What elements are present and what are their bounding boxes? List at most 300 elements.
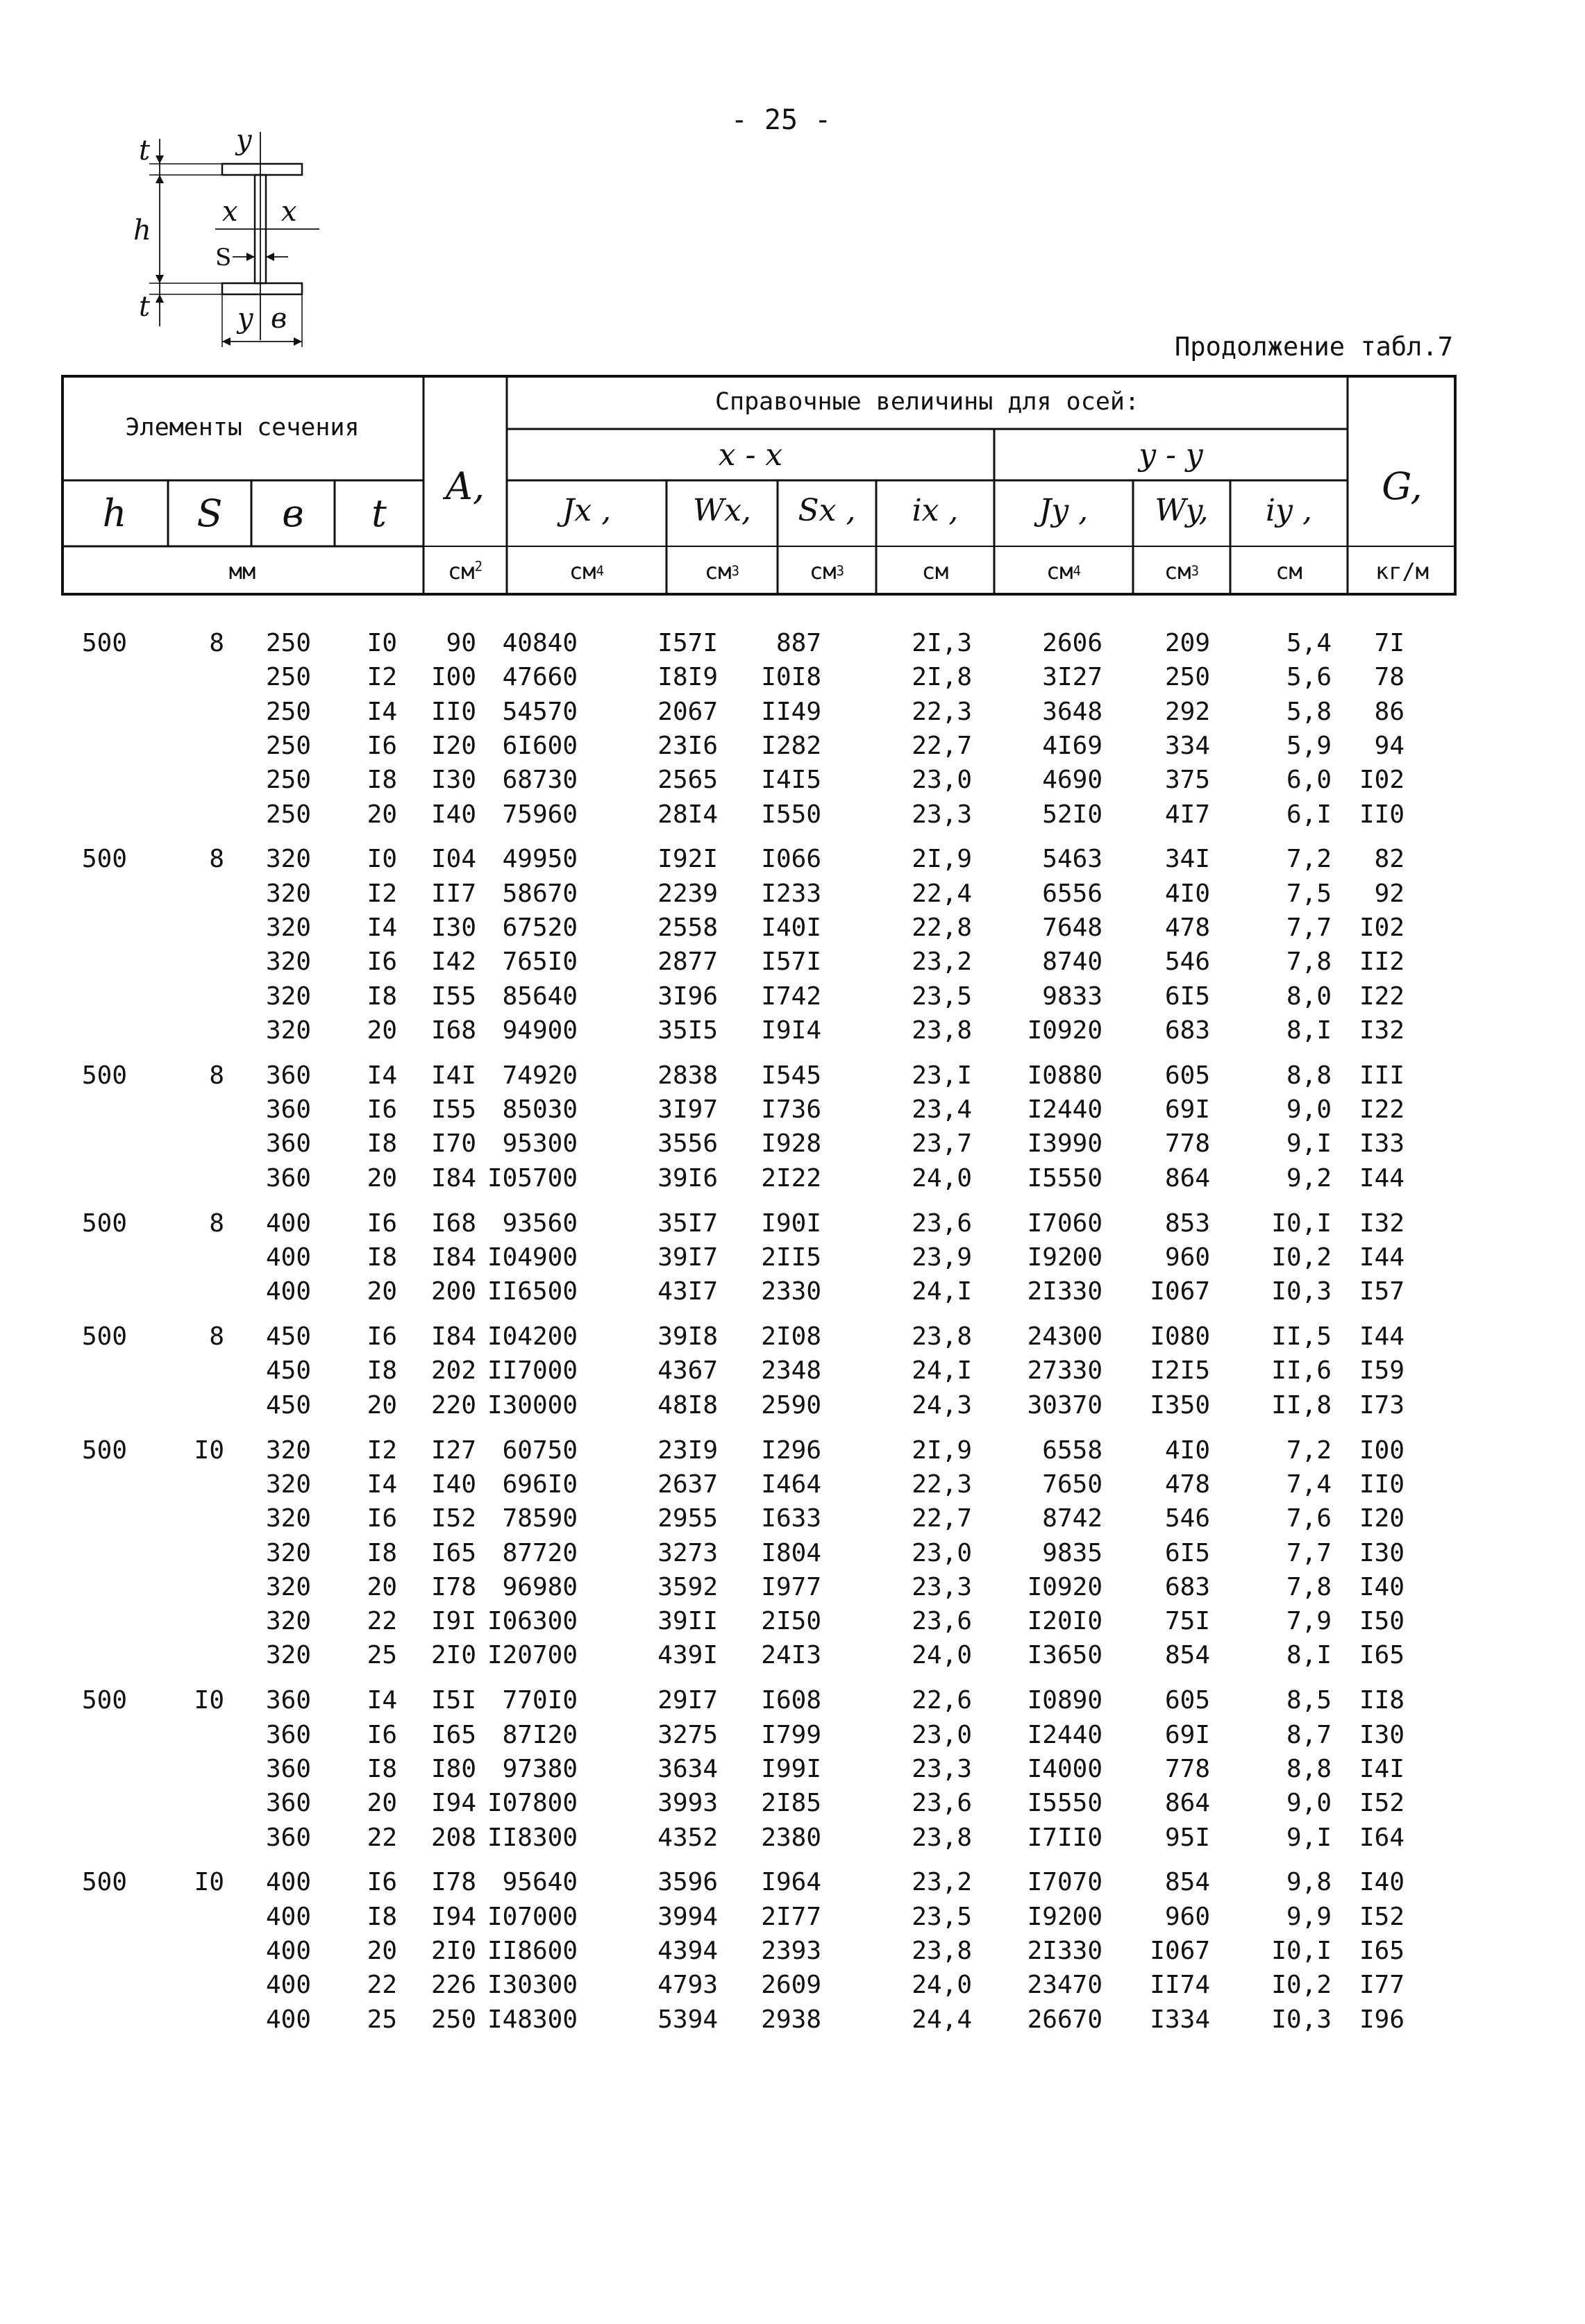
cell-iy: 9,9	[1286, 1902, 1332, 1931]
cell-iy: 9,I	[1286, 1823, 1332, 1852]
cell-ix: 24,0	[912, 1971, 972, 2000]
cell-sx: 2II5	[761, 1243, 821, 1272]
cell-b: 320	[265, 1607, 311, 1636]
diagram-label-y-bottom: y	[237, 303, 253, 335]
cell-jy: 7648	[1042, 913, 1102, 942]
cell-sx: 2I77	[761, 1902, 821, 1931]
cell-jx: I20700	[487, 1641, 578, 1670]
cell-t: I2	[367, 1435, 397, 1465]
cell-ix: 23,0	[912, 1538, 972, 1567]
cell-ix: 23,8	[912, 1823, 972, 1852]
cell-wy: 334	[1164, 731, 1210, 760]
table-row	[61, 1934, 1457, 1968]
cell-jy: 2606	[1042, 629, 1102, 657]
cell-g: I33	[1359, 1129, 1404, 1159]
cell-t: I8	[367, 1538, 397, 1567]
diagram-label-t-bottom: t	[139, 291, 151, 323]
cell-wy: 478	[1164, 1470, 1210, 1499]
cell-sx: 2I22	[761, 1163, 821, 1193]
cell-wx: 3596	[657, 1868, 718, 1897]
cell-wy: 683	[1164, 1572, 1210, 1601]
table-row	[61, 1274, 1457, 1308]
cell-t: I6	[367, 1095, 397, 1125]
cell-area: I27	[430, 1435, 476, 1465]
cell-wx: 39II	[657, 1607, 718, 1636]
cell-iy: 9,0	[1286, 1789, 1332, 1818]
cell-t: I6	[367, 1868, 397, 1897]
cell-g: II8	[1359, 1686, 1404, 1715]
cell-wy: I350	[1150, 1390, 1210, 1420]
cell-wy: 292	[1164, 697, 1210, 726]
cell-wy: 853	[1164, 1209, 1210, 1238]
cell-b: 320	[265, 982, 311, 1011]
cell-iy: I0,I	[1271, 1209, 1332, 1238]
cell-ix: 22,4	[912, 879, 972, 908]
cell-wy: 778	[1164, 1129, 1210, 1159]
cell-t: 20	[367, 1572, 397, 1601]
cell-b: 400	[265, 1868, 311, 1897]
cell-iy: 7,9	[1286, 1607, 1332, 1636]
cell-ix: 22,8	[912, 913, 972, 942]
cell-jx: 40840	[502, 629, 578, 657]
cell-t: 20	[367, 800, 397, 829]
table-row	[61, 1501, 1457, 1535]
cell-wy: 546	[1164, 1504, 1210, 1533]
table-row	[61, 763, 1457, 797]
unit-area-text: $см^2$	[447, 557, 483, 584]
table-row	[61, 1570, 1457, 1604]
table-row	[61, 1604, 1457, 1638]
cell-wx: 3994	[657, 1902, 718, 1931]
cell-wy: 605	[1164, 1686, 1210, 1715]
table-row	[61, 695, 1457, 729]
cell-wy: 960	[1164, 1243, 1210, 1272]
cell-iy: 5,4	[1286, 629, 1332, 657]
cell-ix: 23,3	[912, 1572, 972, 1601]
cell-t: 22	[367, 1823, 397, 1852]
diagram-label-y-top: y	[236, 124, 252, 156]
cell-wx: 23I6	[657, 731, 718, 760]
cell-jx: 95300	[502, 1129, 578, 1159]
cell-wx: 3634	[657, 1754, 718, 1783]
cell-b: 450	[265, 1356, 311, 1386]
cell-jx: 87720	[502, 1538, 578, 1567]
cell-jy: I7II0	[1027, 1823, 1102, 1852]
cell-wx: 2877	[657, 948, 718, 977]
cell-wx: 2239	[657, 879, 718, 908]
cell-t: I2	[367, 879, 397, 908]
table-row	[61, 660, 1457, 694]
cell-jx: I48300	[487, 2005, 578, 2034]
cell-jx: I04900	[487, 1243, 578, 1272]
cell-wx: 5394	[657, 2005, 718, 2034]
cell-t: I6	[367, 948, 397, 977]
cell-b: 250	[265, 766, 311, 795]
cell-wy: 960	[1164, 1902, 1210, 1931]
cell-iy: 8,8	[1286, 1061, 1332, 1090]
cell-iy: I0,2	[1271, 1243, 1332, 1272]
cell-wx: 3275	[657, 1720, 718, 1749]
cell-iy: 7,7	[1286, 913, 1332, 942]
cell-sx: 2609	[761, 1971, 821, 2000]
cell-jx: II6500	[487, 1277, 578, 1306]
header-col-h: h	[102, 491, 127, 535]
cell-jy: 9833	[1042, 982, 1102, 1011]
cell-s: I0	[194, 1686, 224, 1715]
cell-ix: 23,8	[912, 1937, 972, 1965]
cell-area: 200	[430, 1277, 476, 1306]
cell-jx: 47660	[502, 663, 578, 692]
table-row	[61, 1786, 1457, 1820]
cell-wy: 250	[1164, 663, 1210, 692]
cell-wx: 4394	[657, 1937, 718, 1965]
cell-s: I0	[194, 1868, 224, 1897]
cell-g: 7I	[1374, 629, 1404, 657]
cell-sx: 2590	[761, 1390, 821, 1420]
cell-area: I42	[430, 948, 476, 977]
cell-iy: 7,2	[1286, 845, 1332, 874]
table-row	[61, 1161, 1457, 1195]
cell-s: 8	[209, 629, 224, 657]
cell-iy: II,8	[1271, 1390, 1332, 1420]
cell-jy: 5463	[1042, 845, 1102, 874]
cell-sx: I736	[761, 1095, 821, 1125]
cell-t: I6	[367, 1322, 397, 1352]
table-row	[61, 626, 1457, 660]
cell-iy: 7,2	[1286, 1435, 1332, 1465]
cell-ix: 23,6	[912, 1607, 972, 1636]
cell-g: I30	[1359, 1538, 1404, 1567]
cell-ix: 24,I	[912, 1277, 972, 1306]
cell-sx: 24I3	[761, 1641, 821, 1670]
cell-ix: 2I,9	[912, 845, 972, 874]
cell-wx: 48I8	[657, 1390, 718, 1420]
cell-g: II2	[1359, 948, 1404, 977]
cell-jy: 6558	[1042, 1435, 1102, 1465]
cell-sx: I4I5	[761, 766, 821, 795]
cell-h: 500	[81, 1435, 127, 1465]
cell-jx: 765I0	[502, 948, 578, 977]
cell-jy: I9200	[1027, 1243, 1102, 1272]
cell-area: I78	[430, 1572, 476, 1601]
cell-b: 360	[265, 1720, 311, 1749]
cell-jx: 58670	[502, 879, 578, 908]
cell-iy: 8,8	[1286, 1754, 1332, 1783]
cell-ix: 23,8	[912, 1322, 972, 1352]
header-col-iy: iy ,	[1266, 492, 1312, 528]
cell-b: 400	[265, 1277, 311, 1306]
cell-h: 500	[81, 1686, 127, 1715]
cell-h: 500	[81, 1868, 127, 1897]
cell-sx: I40I	[761, 913, 821, 942]
table-row	[61, 945, 1457, 979]
cell-sx: I296	[761, 1435, 821, 1465]
cell-t: I8	[367, 982, 397, 1011]
cell-area: 90	[446, 629, 476, 657]
cell-iy: 8,5	[1286, 1686, 1332, 1715]
cell-ix: 22,3	[912, 1470, 972, 1499]
cell-ix: 24,I	[912, 1356, 972, 1386]
cell-sx: I99I	[761, 1754, 821, 1783]
cell-area: 226	[430, 1971, 476, 2000]
cell-area: 202	[430, 1356, 476, 1386]
cell-b: 320	[265, 1504, 311, 1533]
cell-g: 78	[1374, 663, 1404, 692]
cell-sx: I550	[761, 800, 821, 829]
table-row	[61, 1127, 1457, 1161]
cell-iy: 6,0	[1286, 766, 1332, 795]
cell-jx: 74920	[502, 1061, 578, 1090]
cell-b: 400	[265, 1902, 311, 1931]
cell-area: I30	[430, 766, 476, 795]
cell-iy: 7,6	[1286, 1504, 1332, 1533]
cell-b: 250	[265, 629, 311, 657]
cell-jx: 78590	[502, 1504, 578, 1533]
cell-b: 360	[265, 1095, 311, 1125]
cell-jx: I05700	[487, 1163, 578, 1193]
cell-jy: 3I27	[1042, 663, 1102, 692]
cell-b: 450	[265, 1322, 311, 1352]
cell-g: I77	[1359, 1971, 1404, 2000]
cell-t: I6	[367, 1209, 397, 1238]
cell-t: I0	[367, 629, 397, 657]
cell-jy: I20I0	[1027, 1607, 1102, 1636]
cell-jx: 95640	[502, 1868, 578, 1897]
cell-jy: I5550	[1027, 1163, 1102, 1193]
cell-sx: 2393	[761, 1937, 821, 1965]
cell-h: 500	[81, 1322, 127, 1352]
table-row	[61, 1683, 1457, 1717]
cell-ix: 23,9	[912, 1243, 972, 1272]
cell-t: I8	[367, 1356, 397, 1386]
cell-ix: 23,8	[912, 1016, 972, 1045]
cell-area: II7	[430, 879, 476, 908]
cell-wy: 6I5	[1164, 982, 1210, 1011]
cell-t: 25	[367, 2005, 397, 2034]
cell-sx: 2938	[761, 2005, 821, 2034]
cell-t: I4	[367, 1686, 397, 1715]
cell-area: 250	[430, 2005, 476, 2034]
cell-jx: I07800	[487, 1789, 578, 1818]
cell-area: I65	[430, 1720, 476, 1749]
cell-jx: 60750	[502, 1435, 578, 1465]
cell-g: I52	[1359, 1789, 1404, 1818]
cell-g: I22	[1359, 1095, 1404, 1125]
cell-wx: 3I96	[657, 982, 718, 1011]
cell-jy: I7060	[1027, 1209, 1102, 1238]
cell-jy: I5550	[1027, 1789, 1102, 1818]
cell-wx: 2637	[657, 1470, 718, 1499]
table-row	[61, 2003, 1457, 2037]
cell-iy: II,5	[1271, 1322, 1332, 1352]
cell-area: I80	[430, 1754, 476, 1783]
cell-iy: 7,8	[1286, 1572, 1332, 1601]
cell-jy: I3650	[1027, 1641, 1102, 1670]
table-row	[61, 798, 1457, 832]
header-unit-mm: мм	[228, 557, 256, 584]
cell-wx: 43I7	[657, 1277, 718, 1306]
cell-jy: 52I0	[1042, 800, 1102, 829]
cell-ix: 23,0	[912, 1720, 972, 1749]
cell-jy: 6556	[1042, 879, 1102, 908]
cell-area: I04	[430, 845, 476, 874]
cell-g: I30	[1359, 1720, 1404, 1749]
cell-sx: I742	[761, 982, 821, 1011]
cell-g: I44	[1359, 1243, 1404, 1272]
table-row	[61, 1093, 1457, 1127]
table-row	[61, 1968, 1457, 2002]
table-continuation-label: Продолжение табл.7	[1175, 332, 1453, 362]
cell-jy: 4690	[1042, 766, 1102, 795]
cell-sx: 2380	[761, 1823, 821, 1852]
cell-jx: 696I0	[502, 1470, 578, 1499]
cell-b: 250	[265, 731, 311, 760]
cell-g: I20	[1359, 1504, 1404, 1533]
header-col-ix: ix ,	[912, 492, 959, 528]
cell-area: I4I	[430, 1061, 476, 1090]
header-unit-jy: см 4	[1046, 557, 1082, 584]
header-col-area: A,	[445, 464, 485, 508]
cell-area: I65	[430, 1538, 476, 1567]
cell-b: 320	[265, 1538, 311, 1567]
diagram-label-x-left: x	[222, 196, 238, 228]
header-unit-wy: см 3	[1164, 557, 1200, 584]
cell-b: 320	[265, 845, 311, 874]
cell-b: 320	[265, 913, 311, 942]
cell-wy: 6I5	[1164, 1538, 1210, 1567]
cell-sx: I0I8	[761, 663, 821, 692]
cell-jy: 2I330	[1027, 1937, 1102, 1965]
cell-g: I44	[1359, 1163, 1404, 1193]
table-row	[61, 979, 1457, 1013]
cell-area: I78	[430, 1868, 476, 1897]
table-row	[61, 1752, 1457, 1786]
cell-sx: I799	[761, 1720, 821, 1749]
cell-area: I5I	[430, 1686, 476, 1715]
cell-s: 8	[209, 1061, 224, 1090]
header-col-s: S	[196, 491, 223, 535]
cell-jx: 75960	[502, 800, 578, 829]
header-unit-area	[423, 546, 507, 596]
cell-jx: 94900	[502, 1016, 578, 1045]
cell-ix: 22,3	[912, 697, 972, 726]
cell-iy: 7,5	[1286, 879, 1332, 908]
cell-jy: 8740	[1042, 948, 1102, 977]
cell-area: I40	[430, 800, 476, 829]
cell-wy: 4I0	[1164, 879, 1210, 908]
cell-h: 500	[81, 1061, 127, 1090]
cell-jy: 4I69	[1042, 731, 1102, 760]
cell-area: 2I0	[430, 1937, 476, 1965]
diagram-label-h: h	[133, 214, 151, 246]
table-row	[61, 729, 1457, 763]
cell-iy: 9,0	[1286, 1095, 1332, 1125]
cell-wx: 439I	[657, 1641, 718, 1670]
cell-wy: 209	[1164, 629, 1210, 657]
cell-area: I68	[430, 1016, 476, 1045]
cell-jx: 6I600	[502, 731, 578, 760]
cell-wx: 4367	[657, 1356, 718, 1386]
i-beam-section-diagram	[118, 118, 340, 354]
cell-wx: 29I7	[657, 1686, 718, 1715]
cell-jy: 24300	[1027, 1322, 1102, 1352]
cell-sx: 2I08	[761, 1322, 821, 1352]
cell-ix: 23,3	[912, 800, 972, 829]
cell-h: 500	[81, 629, 127, 657]
cell-sx: I233	[761, 879, 821, 908]
cell-jx: 49950	[502, 845, 578, 874]
cell-ix: 22,7	[912, 731, 972, 760]
header-unit-ix: см	[921, 557, 949, 584]
cell-wy: 4I7	[1164, 800, 1210, 829]
cell-t: I6	[367, 1504, 397, 1533]
cell-t: I4	[367, 1061, 397, 1090]
cell-t: I6	[367, 731, 397, 760]
cell-wx: 3592	[657, 1572, 718, 1601]
cell-jy: I0890	[1027, 1686, 1102, 1715]
cell-jx: I07000	[487, 1902, 578, 1931]
cell-jy: 30370	[1027, 1390, 1102, 1420]
cell-t: I6	[367, 1720, 397, 1749]
cell-jy: 8742	[1042, 1504, 1102, 1533]
cell-b: 400	[265, 1243, 311, 1272]
cell-ix: 2I,9	[912, 1435, 972, 1465]
cell-wx: 2838	[657, 1061, 718, 1090]
cell-wy: 854	[1164, 1868, 1210, 1897]
cell-b: 320	[265, 1470, 311, 1499]
cell-b: 360	[265, 1061, 311, 1090]
cell-g: I73	[1359, 1390, 1404, 1420]
cell-wx: 39I7	[657, 1243, 718, 1272]
cell-iy: I0,3	[1271, 1277, 1332, 1306]
cell-area: I30	[430, 913, 476, 942]
cell-t: 20	[367, 1277, 397, 1306]
cell-b: 360	[265, 1163, 311, 1193]
cell-wx: 39I8	[657, 1322, 718, 1352]
table-row	[61, 1821, 1457, 1855]
cell-g: I22	[1359, 982, 1404, 1011]
cell-g: I64	[1359, 1823, 1404, 1852]
cell-sx: I964	[761, 1868, 821, 1897]
diagram-label-t-top: t	[139, 135, 151, 167]
cell-b: 360	[265, 1686, 311, 1715]
cell-area: I84	[430, 1243, 476, 1272]
cell-ix: 23,6	[912, 1209, 972, 1238]
cell-ix: 23,6	[912, 1789, 972, 1818]
cell-wy: 605	[1164, 1061, 1210, 1090]
cell-iy: II,6	[1271, 1356, 1332, 1386]
cell-sx: 887	[775, 629, 821, 657]
cell-t: I8	[367, 1902, 397, 1931]
cell-s: 8	[209, 1209, 224, 1238]
cell-g: I00	[1359, 1435, 1404, 1465]
cell-wy: I334	[1150, 2005, 1210, 2034]
cell-jx: I04200	[487, 1322, 578, 1352]
header-axis-xx: x - x	[718, 437, 783, 473]
cell-wx: 4793	[657, 1971, 718, 2000]
cell-ix: 23,4	[912, 1095, 972, 1125]
cell-wy: 854	[1164, 1641, 1210, 1670]
cell-iy: 8,7	[1286, 1720, 1332, 1749]
cell-wy: I067	[1150, 1277, 1210, 1306]
cell-sx: I633	[761, 1504, 821, 1533]
cell-b: 360	[265, 1789, 311, 1818]
cell-wx: 3993	[657, 1789, 718, 1818]
cell-jx: 770I0	[502, 1686, 578, 1715]
cell-wx: 39I6	[657, 1163, 718, 1193]
cell-ix: 23,2	[912, 948, 972, 977]
table-row	[61, 1240, 1457, 1274]
